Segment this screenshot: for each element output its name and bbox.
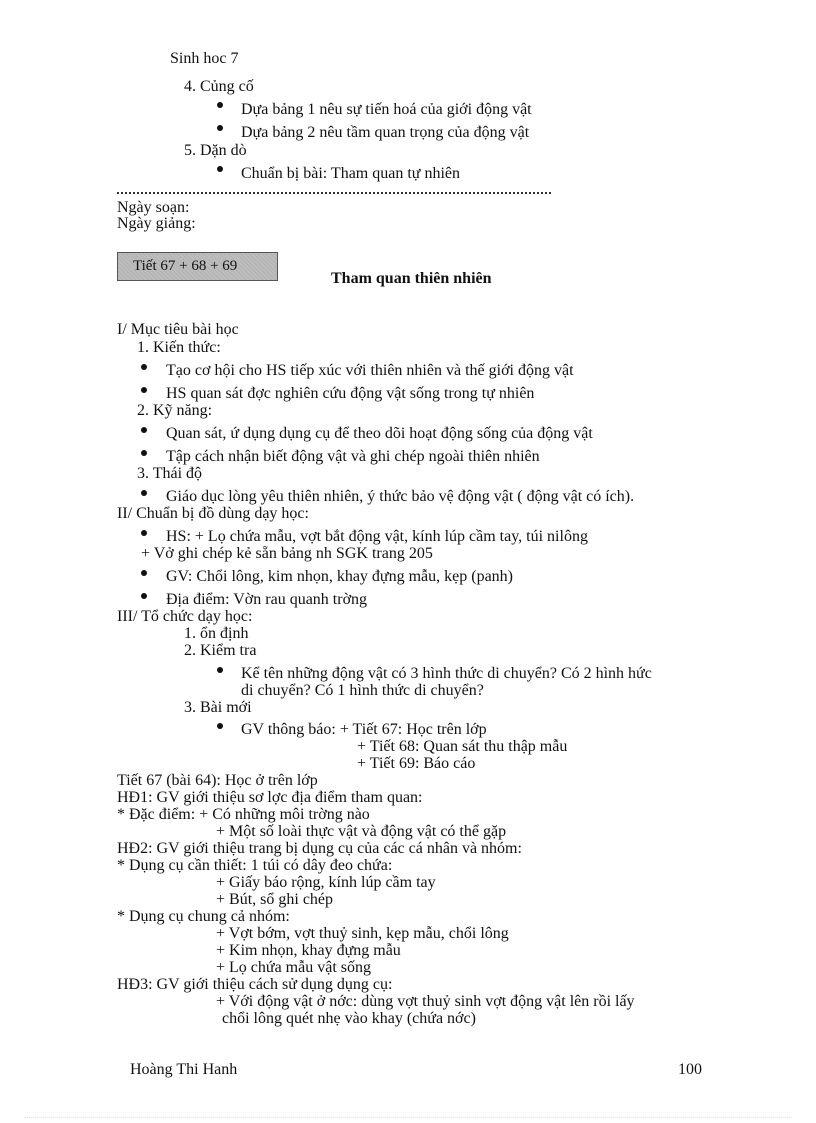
date-prepared: Ngày soạn: bbox=[117, 199, 190, 216]
header-subject: Sinh hoc 7 bbox=[170, 50, 239, 67]
item-4-bullet-1: Dựa bảng 1 nêu sự tiến hoá của giới động vật bbox=[241, 101, 532, 118]
org-step-3-period-68: + Tiết 68: Quan sát thu thập mẫu bbox=[357, 738, 568, 755]
org-step-2-question: Kể tên những động vật có 3 hình thức di chuyển? Có 2 hình hức bbox=[241, 665, 652, 682]
knowledge-item: HS quan sát đợc nghiên cứu động vật sống trong tự nhiên bbox=[166, 385, 535, 402]
bullet-icon bbox=[217, 667, 223, 673]
tools-needed-item: + Bút, sổ ghi chép bbox=[216, 891, 334, 908]
activity-2: HĐ2: GV giới thiệu trang bị dụng cụ của các cá nhân và nhóm: bbox=[117, 840, 522, 857]
activity-3-line-1: + Với động vật ở nớc: dùng vợt thuỷ sinh vợt động vật lên rồi lấy bbox=[216, 993, 635, 1010]
bullet-icon bbox=[141, 450, 147, 456]
bullet-icon bbox=[217, 102, 223, 108]
group-tools: * Dụng cụ chung cả nhóm: bbox=[117, 908, 290, 925]
bullet-icon bbox=[141, 427, 147, 433]
bullet-icon bbox=[141, 530, 147, 536]
group-tools-item: + Kim nhọn, khay đựng mẫu bbox=[216, 942, 401, 959]
period-label: Tiết 67 + 68 + 69 bbox=[133, 258, 238, 274]
org-step-2: 2. Kiểm tra bbox=[184, 642, 257, 659]
org-step-3-period-69: + Tiết 69: Báo cáo bbox=[357, 755, 476, 772]
bullet-icon bbox=[141, 490, 147, 496]
skills-item: Tập cách nhận biết động vật và ghi chép ngoài thiên nhiên bbox=[166, 448, 540, 465]
tools-needed: * Dụng cụ cần thiết: 1 túi có dây đeo chứa: bbox=[117, 857, 393, 874]
attitude-item: Giáo dục lòng yêu thiên nhiên, ý thức bảo vệ động vật ( động vật có ích). bbox=[166, 488, 635, 505]
group-tools-item: + Lọ chứa mẫu vật sống bbox=[216, 959, 371, 976]
bullet-icon bbox=[141, 364, 147, 370]
item-5-heading: 5. Dặn dò bbox=[184, 142, 247, 159]
item-5-bullet-1: Chuẩn bị bài: Tham quan tự nhiên bbox=[241, 165, 461, 182]
footer-author: Hoàng Thi Hanh bbox=[130, 1061, 238, 1078]
bullet-icon bbox=[217, 723, 223, 729]
bullet-icon bbox=[141, 570, 147, 576]
prep-teacher: GV: Chổi lông, kim nhọn, khay đựng mẫu, kẹp (panh) bbox=[166, 568, 513, 585]
lesson-title: Tham quan thiên nhiên bbox=[331, 270, 492, 287]
page-edge bbox=[24, 1117, 792, 1118]
item-4-bullet-2: Dựa bảng 2 nêu tầm quan trọng của động vật bbox=[241, 124, 530, 141]
item-4-heading: 4. Củng cố bbox=[184, 78, 254, 95]
objectives-heading: I/ Mục tiêu bài học bbox=[117, 321, 239, 338]
bullet-icon bbox=[141, 387, 147, 393]
org-step-3-announce: GV thông báo: + Tiết 67: Học trên lớp bbox=[241, 721, 487, 738]
skills-item: Quan sát, ứ dụng dụng cụ để theo dõi hoạt động sống của động vật bbox=[166, 425, 593, 442]
bullet-icon bbox=[217, 125, 223, 131]
features-line-2: + Một số loài thực vật và động vật có thể gặp bbox=[216, 823, 507, 840]
attitude-heading: 3. Thái độ bbox=[137, 465, 203, 482]
prep-students-notebook: + Vở ghi chép kẻ sẵn bảng nh SGK trang 205 bbox=[141, 545, 433, 562]
org-step-2-question-cont: di chuyển? Có 1 hình thức di chuyển? bbox=[241, 682, 484, 699]
skills-heading: 2. Kỹ năng: bbox=[137, 402, 213, 419]
features-line: * Đặc điểm: + Có những môi trờng nào bbox=[117, 806, 370, 823]
footer-page-number: 100 bbox=[678, 1061, 702, 1078]
group-tools-item: + Vợt bớm, vợt thuỷ sinh, kẹp mẫu, chổi lông bbox=[216, 925, 509, 942]
org-step-1: 1. ổn định bbox=[184, 625, 249, 642]
prep-heading: II/ Chuẩn bị đồ dùng dạy học: bbox=[117, 505, 309, 522]
org-heading: III/ Tổ chức dạy học: bbox=[117, 608, 253, 625]
date-taught: Ngày giảng: bbox=[117, 215, 196, 232]
tools-needed-item: + Giấy báo rộng, kính lúp cầm tay bbox=[216, 874, 436, 891]
activity-3: HĐ3: GV giới thiệu cách sử dụng dụng cụ: bbox=[117, 976, 393, 993]
knowledge-item: Tạo cơ hội cho HS tiếp xúc với thiên nhiên và thế giới động vật bbox=[166, 362, 574, 379]
knowledge-heading: 1. Kiến thức: bbox=[137, 339, 221, 356]
dotted-separator bbox=[117, 192, 551, 194]
activity-3-line-2: chổi lông quét nhẹ vào khay (chứa nớc) bbox=[222, 1010, 476, 1027]
bullet-icon bbox=[141, 593, 147, 599]
prep-students: HS: + Lọ chứa mẫu, vợt bắt động vật, kính lúp cầm tay, túi nilông bbox=[166, 528, 588, 545]
org-step-3: 3. Bài mới bbox=[184, 699, 252, 716]
activity-1: HĐ1: GV giới thiệu sơ lợc địa điểm tham quan: bbox=[117, 789, 423, 806]
period-67-line: Tiết 67 (bài 64): Học ở trên lớp bbox=[117, 772, 318, 789]
prep-place: Địa điểm: Vờn rau quanh trờng bbox=[166, 591, 368, 608]
bullet-icon bbox=[217, 166, 223, 172]
period-box bbox=[117, 252, 278, 281]
